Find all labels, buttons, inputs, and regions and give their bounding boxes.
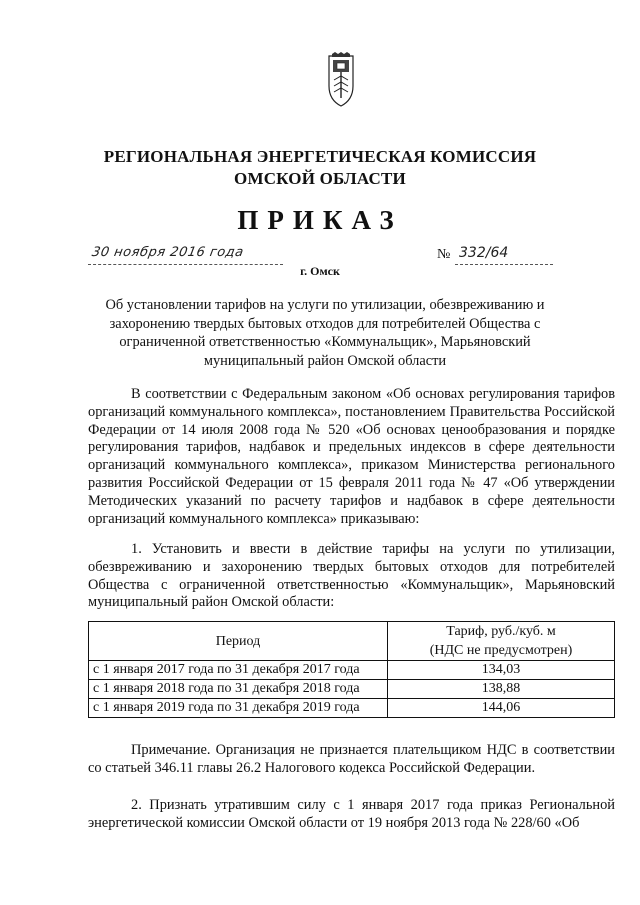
number-sign: №: [437, 247, 451, 262]
header-period: Период: [89, 622, 388, 661]
row-period: с 1 января 2019 года по 31 декабря 2019 года: [89, 699, 388, 718]
table-row: [89, 661, 615, 680]
order-subject: Об установлении тарифов на услуги по утилизации, обезвреживанию и захоронению твердых бытовых отходов для потребителей Общества с ограниченной ответственностью «Коммунальщик», Марьяновский муниципальный район Омской области: [105, 297, 545, 369]
organization-name-line1: РЕГИОНАЛЬНАЯ ЭНЕРГЕТИЧЕСКАЯ КОМИССИЯ: [103, 147, 537, 166]
table-header-row: [89, 622, 615, 661]
row-tariff-value: 144,06: [388, 699, 615, 718]
order-number-handwritten: 332/64: [459, 245, 509, 261]
item-1-paragraph: [88, 541, 615, 612]
coat-of-arms-icon: [326, 52, 356, 108]
note-paragraph: [88, 742, 615, 778]
row-tariff-value: 138,88: [388, 680, 615, 699]
header-tariff: [388, 622, 615, 661]
item-2-text: 2. Признать утратившим силу с 1 января 2017 года приказ Региональной энергетической комиссии Омской области от 19 ноября 2013 года № 228/60 «Об: [88, 797, 615, 831]
header-tariff-line1: Тариф, руб./куб. м: [446, 624, 556, 639]
document-title: ПРИКАЗ: [237, 205, 403, 235]
row-period: с 1 января 2017 года по 31 декабря 2017 года: [89, 661, 388, 680]
item-2-paragraph: [88, 797, 615, 833]
row-tariff-value: 134,03: [388, 661, 615, 680]
table-row: [89, 699, 615, 718]
note-text: Примечание. Организация не признается плательщиком НДС в соответствии со статьей 346.11 главы 26.2 Налогового кодекса Российской Федерации.: [88, 742, 615, 776]
city-label: г. Омск: [300, 264, 340, 278]
table-row: [89, 680, 615, 699]
preamble-paragraph: [88, 386, 615, 528]
header-tariff-line2: (НДС не предусмотрен): [429, 643, 573, 658]
row-period: с 1 января 2018 года по 31 декабря 2018 года: [89, 680, 388, 699]
tariff-table: [88, 621, 615, 718]
organization-name-line2: ОМСКОЙ ОБЛАСТИ: [234, 169, 406, 188]
preamble-text: В соответствии с Федеральным законом «Об основах регулирования тарифов организаций коммунального комплекса», постановлением Правительства Российской Федерации от 14 июля 2008 года № 520 «Об основах ценообразования и порядке регулирования тарифов, надбавок и предельных индексов в сфере деятельности организаций коммунального комплекса», приказом Министерства регионального развития Российской Федерации от 15 февраля 2011 года № 47 «Об утверждении Методических указаний по расчету тарифов и надбавок в сфере деятельности организаций коммунального комплекса» приказываю:: [88, 386, 615, 527]
item-1-text: 1. Установить и ввести в действие тарифы на услуги по утилизации, обезвреживанию и захоронению твердых бытовых отходов для потребителей Общества с ограниченной ответственностью «Коммунальщик», Марьяновский муниципальный район Омской области:: [88, 541, 615, 611]
order-date-handwritten: 30 ноября 2016 года: [90, 245, 245, 260]
